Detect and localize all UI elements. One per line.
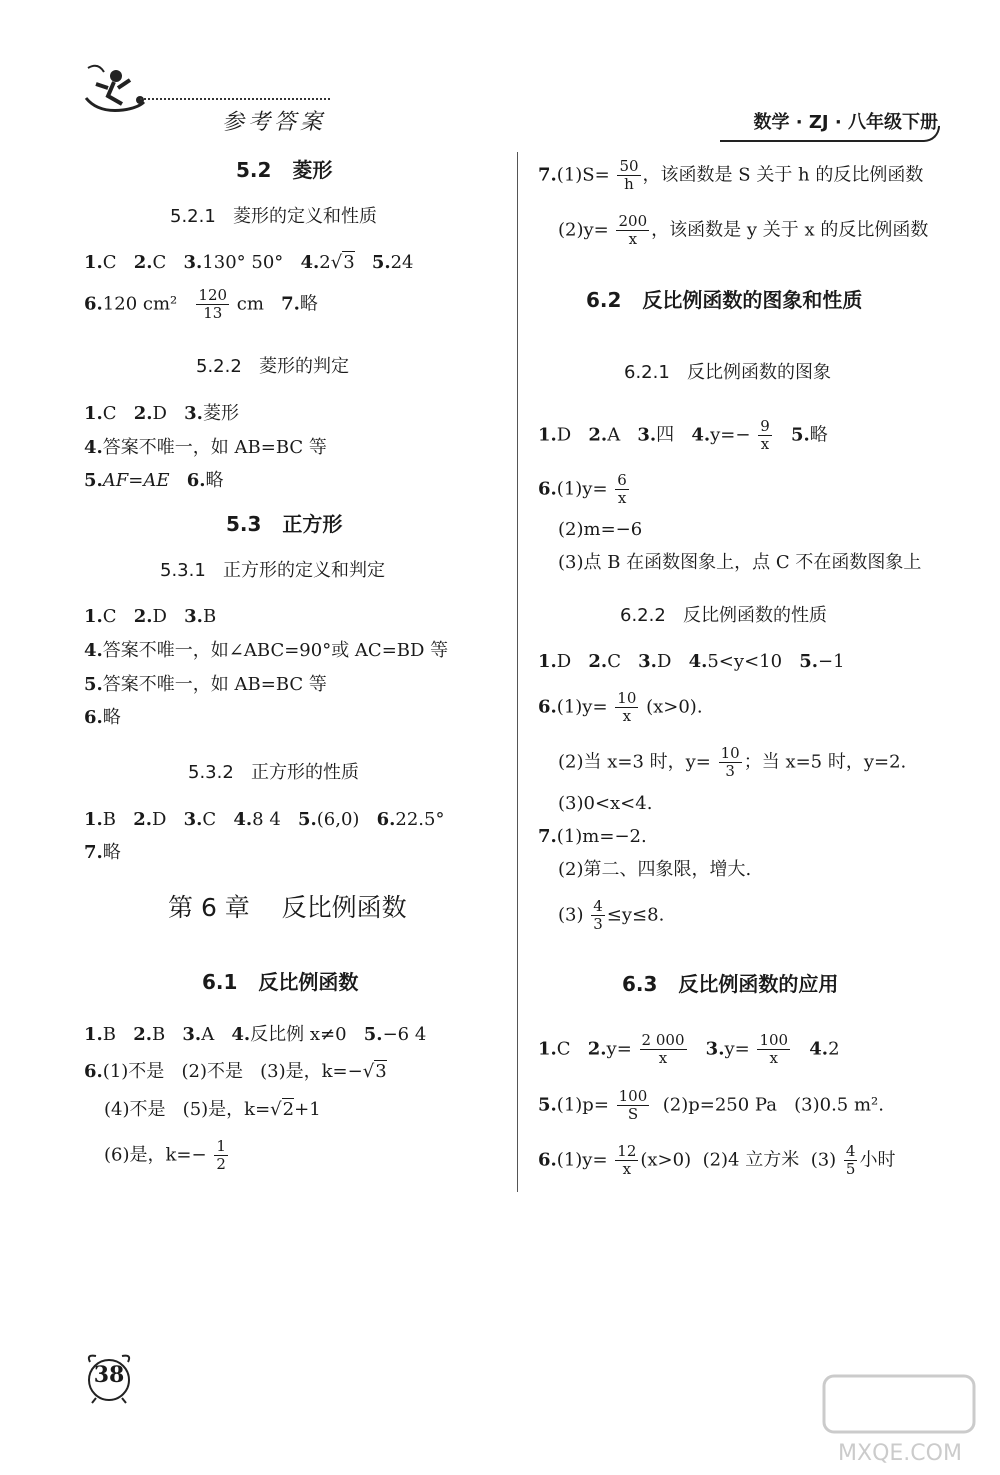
header-dotted-rule bbox=[140, 98, 330, 100]
answer-line: (3)0<x<4. bbox=[558, 793, 653, 814]
answer-line: 1.B 2.D 3.C 4.8 4 5.(6,0) 6.22.5° bbox=[84, 809, 445, 830]
answer-line: 6.(1)y= $\frac{12}{x}$ (x>0) (2)4 立方米 (3) $\frac{4}{5}$ 小时 bbox=[538, 1142, 896, 1178]
section-5-3-1-heading: 5.3.1 正方形的定义和判定 bbox=[160, 560, 385, 581]
answer-line: 1.D 2.A 3.四 4.y=− $\frac{9}{x}$ 5.略 bbox=[538, 417, 828, 453]
section-5-2-2-heading: 5.2.2 菱形的判定 bbox=[196, 356, 349, 377]
watermark-text: MXQE.COM bbox=[838, 1441, 962, 1466]
answer-line: 6.略 bbox=[84, 707, 121, 728]
answer-line: 6.(1)不是 (2)不是 (3)是，k=−√3 bbox=[84, 1061, 387, 1082]
answer-line: 7.(1)m=−2. bbox=[538, 826, 647, 847]
fraction: $\frac{2 000}{x}$ bbox=[641, 1031, 685, 1067]
page-number-badge bbox=[82, 1350, 136, 1404]
fraction: $\frac{12}{x}$ bbox=[617, 1142, 637, 1178]
answer-line: 1.B 2.B 3.A 4.反比例 x≠0 5.−6 4 bbox=[84, 1024, 427, 1045]
answer-line: (6)是，k=− $\frac{1}{2}$ bbox=[104, 1137, 226, 1173]
fraction: $\frac{1}{2}$ bbox=[216, 1137, 226, 1173]
section-5-3-2-heading: 5.3.2 正方形的性质 bbox=[188, 762, 359, 783]
watermark-logo bbox=[820, 1370, 980, 1470]
answer-line: 6.(1)y= $\frac{10}{x}$ (x>0). bbox=[538, 689, 703, 725]
answer-line: (2)当 x=3 时，y= $\frac{10}{3}$ ；当 x=5 时，y=2. bbox=[558, 744, 907, 780]
answer-line: (2)第二、四象限，增大. bbox=[558, 859, 752, 880]
section-6-2-heading: 6.2 反比例函数的图象和性质 bbox=[586, 288, 863, 312]
answer-line: 5.(1)p= $\frac{100}{S}$ (2)p=250 Pa (3)0.5 m². bbox=[538, 1087, 884, 1123]
answer-line: 6.(1)y= $\frac{6}{x}$ bbox=[538, 471, 627, 507]
header-underline bbox=[720, 126, 940, 142]
answer-line: 1.C 2.D 3.B bbox=[84, 606, 217, 627]
answer-line: 5.AF=AE 6.略 bbox=[84, 470, 224, 491]
answer-line: 6.120 cm² $\frac{120}{13}$ cm 7.略 bbox=[84, 286, 318, 322]
header-book-info: 数学 · ZJ · 八年级下册 bbox=[753, 112, 938, 133]
header-title: 参考答案 bbox=[222, 110, 327, 135]
fraction: $\frac{100}{x}$ bbox=[759, 1031, 789, 1067]
section-6-2-1-heading: 6.2.1 反比例函数的图象 bbox=[624, 362, 831, 383]
answer-line: 4.答案不唯一，如 AB=BC 等 bbox=[84, 437, 327, 458]
page-number: 38 bbox=[93, 1362, 125, 1388]
skater-logo-icon bbox=[78, 58, 150, 128]
answer-line: 1.C 2.D 3.菱形 bbox=[84, 403, 239, 424]
fraction: $\frac{100}{S}$ bbox=[618, 1087, 648, 1123]
answer-line: (2)y= $\frac{200}{x}$ ，该函数是 y 关于 x 的反比例函数 bbox=[558, 212, 929, 248]
answer-line: 1.C 2.y= $\frac{2 000}{x}$ 3.y= $\frac{100}{x}$ 4.2 bbox=[538, 1031, 840, 1067]
fraction: $\frac{200}{x}$ bbox=[618, 212, 648, 248]
fraction: $\frac{120}{13}$ bbox=[198, 286, 228, 322]
section-6-2-2-heading: 6.2.2 反比例函数的性质 bbox=[620, 605, 827, 626]
column-divider bbox=[517, 152, 518, 1192]
fraction: $\frac{4}{5}$ bbox=[845, 1142, 856, 1178]
answer-line: (2)m=−6 bbox=[558, 519, 643, 540]
fraction: $\frac{9}{x}$ bbox=[760, 417, 770, 453]
answer-line: 1.D 2.C 3.D 4.5<y<10 5.−1 bbox=[538, 651, 845, 672]
fraction: $\frac{6}{x}$ bbox=[617, 471, 627, 507]
section-6-3-heading: 6.3 反比例函数的应用 bbox=[622, 972, 839, 996]
answer-line: (4)不是 (5)是，k=√2+1 bbox=[104, 1099, 321, 1120]
section-5-2-heading: 5.2 菱形 bbox=[236, 158, 333, 182]
section-5-2-1-heading: 5.2.1 菱形的定义和性质 bbox=[170, 206, 377, 227]
fraction: $\frac{50}{h}$ bbox=[619, 157, 639, 193]
answer-line: 7.(1)S= $\frac{50}{h}$ ，该函数是 S 关于 h 的反比例函数 bbox=[538, 157, 924, 193]
section-5-3-heading: 5.3 正方形 bbox=[226, 512, 343, 536]
answer-line: 5.答案不唯一，如 AB=BC 等 bbox=[84, 674, 327, 695]
fraction: $\frac{10}{3}$ bbox=[720, 744, 740, 780]
section-6-1-heading: 6.1 反比例函数 bbox=[202, 970, 359, 994]
answer-line: 1.C 2.C 3.130° 50° 4.2√3 5.24 bbox=[84, 252, 414, 273]
answer-line: 4.答案不唯一，如∠ABC=90°或 AC=BD 等 bbox=[84, 640, 449, 661]
chapter-6-heading: 第 6 章 反比例函数 bbox=[168, 893, 407, 922]
fraction: $\frac{10}{x}$ bbox=[617, 689, 637, 725]
answer-line: 7.略 bbox=[84, 842, 121, 863]
answer-line: (3)点 B 在函数图象上，点 C 不在函数图象上 bbox=[558, 552, 922, 573]
answer-line: (3) $\frac{4}{3}$ ≤y≤8. bbox=[558, 897, 665, 933]
fraction: $\frac{4}{3}$ bbox=[593, 897, 603, 933]
